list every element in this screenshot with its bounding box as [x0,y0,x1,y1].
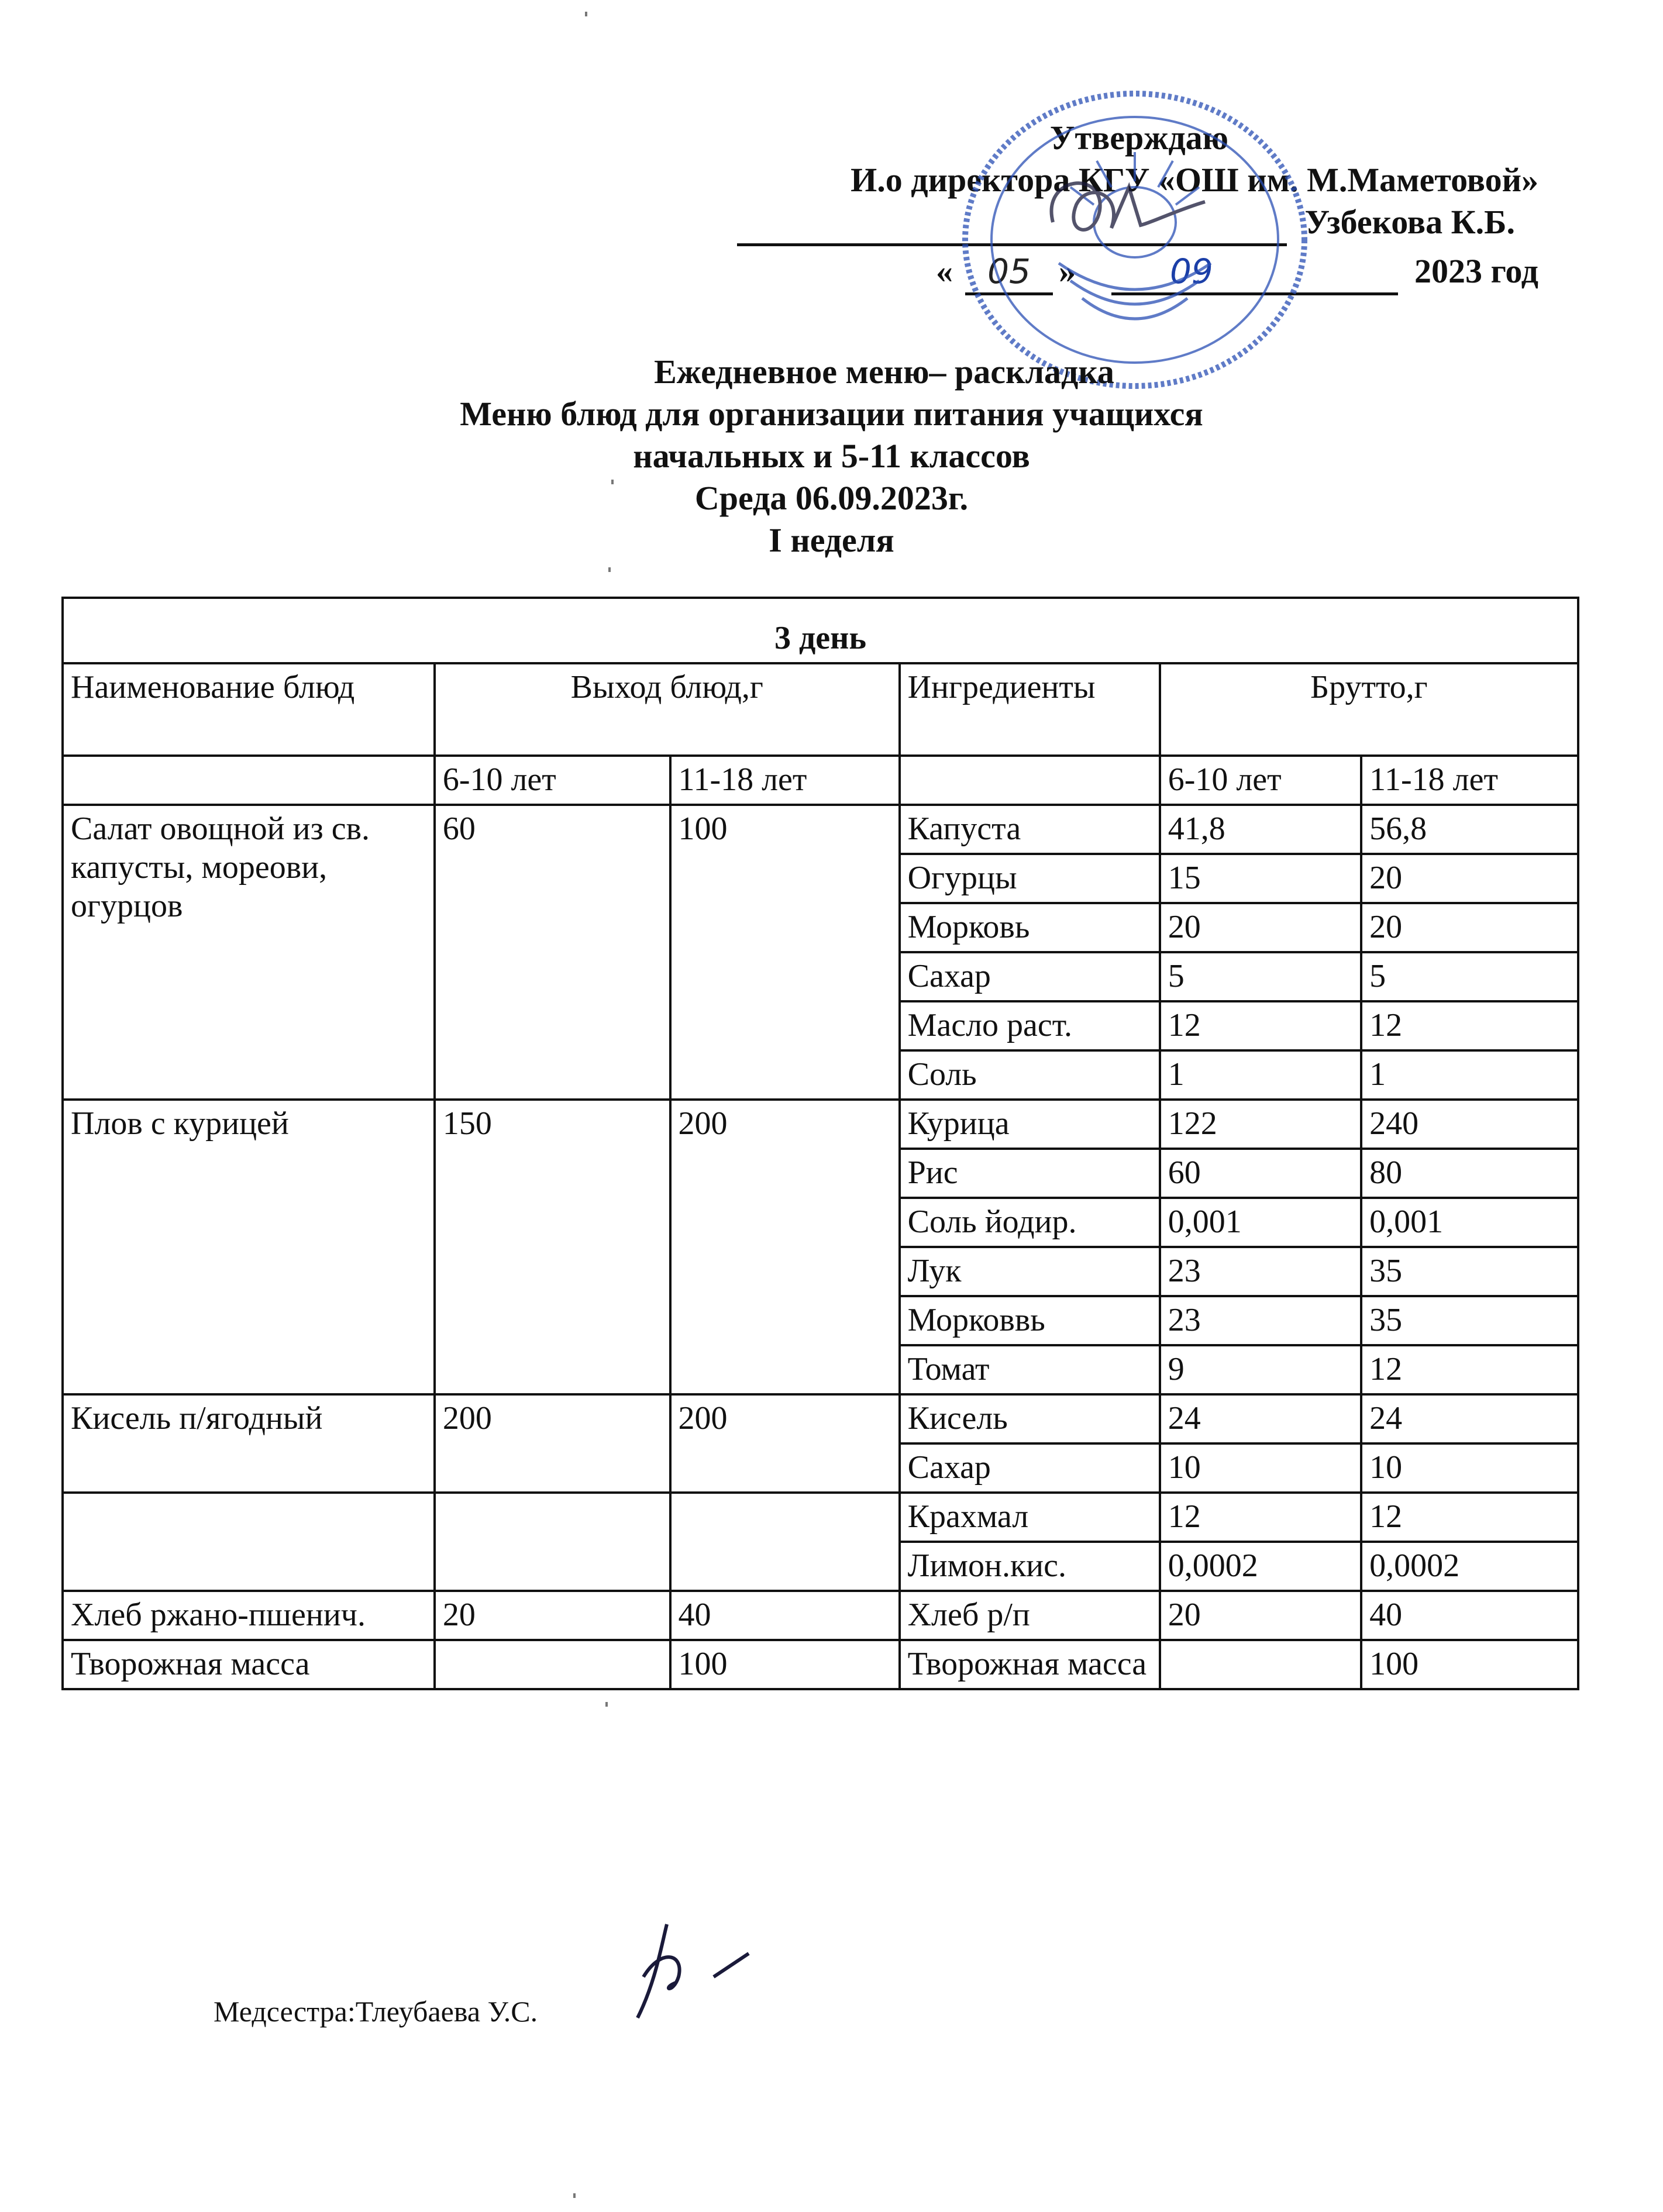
scan-speck [573,2193,576,2198]
ingredient-name-cell: Творожная масса [900,1640,1160,1689]
ingredient-gross-6-10-cell [1160,1640,1361,1689]
ingredient-gross-6-10-cell: 24 [1160,1394,1361,1443]
title-daily-menu: Ежедневное меню– раскладка [654,353,1114,391]
ingredient-gross-11-18-cell: 10 [1361,1443,1578,1493]
ingredient-gross-6-10-cell: 23 [1160,1247,1361,1296]
nurse-signature-icon [620,1913,760,2030]
dish-output-11-18-cell: 200 [670,1394,900,1493]
subheader-gross-age-6-10: 6-10 лет [1160,756,1361,805]
director-position: И.о директора КГУ «ОШ им. М.Маметовой» [851,161,1538,199]
ingredient-gross-11-18-cell: 40 [1361,1591,1578,1640]
nurse-signature-line: Медсестра:Тлеубаева У.С. [214,1995,538,2028]
dish-name-cell: Творожная масса [63,1640,435,1689]
table-subheader-row [63,756,1578,805]
subheader-output-age-11-18: 11-18 лет [670,756,900,805]
table-row [63,1591,1578,1640]
dish-output-6-10-cell [435,1493,670,1591]
ingredient-gross-6-10-cell: 41,8 [1160,805,1361,854]
subheader-ingredients-empty [900,756,1160,805]
table-day-row [63,598,1578,663]
date-open-quote: « [936,252,953,290]
ingredient-gross-6-10-cell: 60 [1160,1149,1361,1198]
ingredient-gross-11-18-cell: 80 [1361,1149,1578,1198]
document-titles [0,351,1663,561]
subheader-gross-age-11-18: 11-18 лет [1361,756,1578,805]
table-row [63,1100,1578,1149]
table-row [63,805,1578,854]
ingredient-gross-6-10-cell: 10 [1160,1443,1361,1493]
approval-block [690,117,1538,295]
ingredient-gross-11-18-cell: 240 [1361,1100,1578,1149]
header-gross: Брутто,г [1160,663,1578,756]
ingredient-gross-11-18-cell: 12 [1361,1001,1578,1050]
dish-output-11-18-cell: 40 [670,1591,900,1640]
ingredient-gross-6-10-cell: 9 [1160,1345,1361,1394]
date-month: 09 [1111,250,1398,295]
subheader-output-age-6-10: 6-10 лет [435,756,670,805]
ingredient-name-cell: Хлеб р/п [900,1591,1160,1640]
dish-output-11-18-cell [670,1493,900,1591]
ingredient-name-cell: Сахар [900,1443,1160,1493]
ingredient-name-cell: Соль [900,1050,1160,1100]
ingredient-name-cell: Сахар [900,952,1160,1001]
ingredient-gross-6-10-cell: 12 [1160,1001,1361,1050]
dish-output-11-18-cell: 100 [670,1640,900,1689]
ingredient-gross-11-18-cell: 0,0002 [1361,1542,1578,1591]
table-row [63,1394,1578,1443]
date-year: 2023 год [1414,252,1538,290]
ingredient-gross-11-18-cell: 5 [1361,952,1578,1001]
ingredient-name-cell: Курица [900,1100,1160,1149]
approval-date [690,248,1538,295]
dish-name-cell: Плов с курицей [63,1100,435,1394]
director-signature-line [690,201,1538,248]
ingredient-name-cell: Томат [900,1345,1160,1394]
dish-output-11-18-cell: 200 [670,1100,900,1394]
header-output: Выход блюд,г [435,663,900,756]
dish-output-11-18-cell: 100 [670,805,900,1100]
ingredient-name-cell: Масло раст. [900,1001,1160,1050]
scan-speck [585,12,587,16]
ingredient-gross-11-18-cell: 12 [1361,1345,1578,1394]
dish-name-cell: Кисель п/ягодный [63,1394,435,1493]
menu-table [61,597,1579,1690]
title-week: I неделя [769,521,894,559]
subheader-empty [63,756,435,805]
ingredient-name-cell: Огурцы [900,854,1160,903]
table-row [63,1493,1578,1542]
dish-name-cell: Салат овощной из св. капусты, мореови, огурцов [63,805,435,1100]
dish-name-cell: Хлеб ржано-пшенич. [63,1591,435,1640]
title-date: Среда 06.09.2023г. [694,479,969,517]
scan-speck [605,1702,608,1707]
director-name: Узбекова К.Б. [1304,203,1515,241]
ingredient-gross-6-10-cell: 0,001 [1160,1198,1361,1247]
scan-speck [611,480,614,484]
ingredient-name-cell: Лимон.кис. [900,1542,1160,1591]
scan-speck [608,567,611,572]
ingredient-gross-11-18-cell: 20 [1361,903,1578,952]
title-menu-description: Меню блюд для организации питания учащихся [460,395,1203,433]
ingredient-gross-11-18-cell: 0,001 [1361,1198,1578,1247]
dish-output-6-10-cell [435,1640,670,1689]
ingredient-gross-11-18-cell: 24 [1361,1394,1578,1443]
title-classes: начальных и 5-11 классов [633,437,1030,475]
ingredient-gross-6-10-cell: 5 [1160,952,1361,1001]
ingredient-name-cell: Рис [900,1149,1160,1198]
dish-output-6-10-cell: 20 [435,1591,670,1640]
ingredient-gross-11-18-cell: 35 [1361,1247,1578,1296]
ingredient-gross-6-10-cell: 20 [1160,1591,1361,1640]
day-title: 3 день [63,598,1578,663]
table-header-row [63,663,1578,756]
dish-output-6-10-cell: 60 [435,805,670,1100]
ingredient-name-cell: Капуста [900,805,1160,854]
table-row [63,1640,1578,1689]
ingredient-gross-6-10-cell: 0,0002 [1160,1542,1361,1591]
header-ingredients: Ингредиенты [900,663,1160,756]
ingredient-name-cell: Соль йодир. [900,1198,1160,1247]
ingredient-gross-11-18-cell: 56,8 [1361,805,1578,854]
ingredient-name-cell: Лук [900,1247,1160,1296]
ingredient-name-cell: Морковь [900,903,1160,952]
header-dish-name: Наименование блюд [63,663,435,756]
signature-rule [737,243,1287,246]
ingredient-gross-6-10-cell: 122 [1160,1100,1361,1149]
ingredient-gross-6-10-cell: 1 [1160,1050,1361,1100]
ingredient-gross-6-10-cell: 12 [1160,1493,1361,1542]
date-day: 05 [965,250,1053,295]
ingredient-gross-11-18-cell: 1 [1361,1050,1578,1100]
ingredient-name-cell: Морковвь [900,1296,1160,1345]
ingredient-gross-6-10-cell: 23 [1160,1296,1361,1345]
ingredient-gross-11-18-cell: 35 [1361,1296,1578,1345]
approve-word: Утверждаю [1049,119,1228,157]
ingredient-gross-11-18-cell: 12 [1361,1493,1578,1542]
ingredient-gross-11-18-cell: 20 [1361,854,1578,903]
ingredient-gross-11-18-cell: 100 [1361,1640,1578,1689]
ingredient-gross-6-10-cell: 20 [1160,903,1361,952]
date-close-quote: » [1059,252,1076,290]
ingredient-name-cell: Кисель [900,1394,1160,1443]
dish-name-cell [63,1493,435,1591]
ingredient-name-cell: Крахмал [900,1493,1160,1542]
dish-output-6-10-cell: 200 [435,1394,670,1493]
ingredient-gross-6-10-cell: 15 [1160,854,1361,903]
dish-output-6-10-cell: 150 [435,1100,670,1394]
